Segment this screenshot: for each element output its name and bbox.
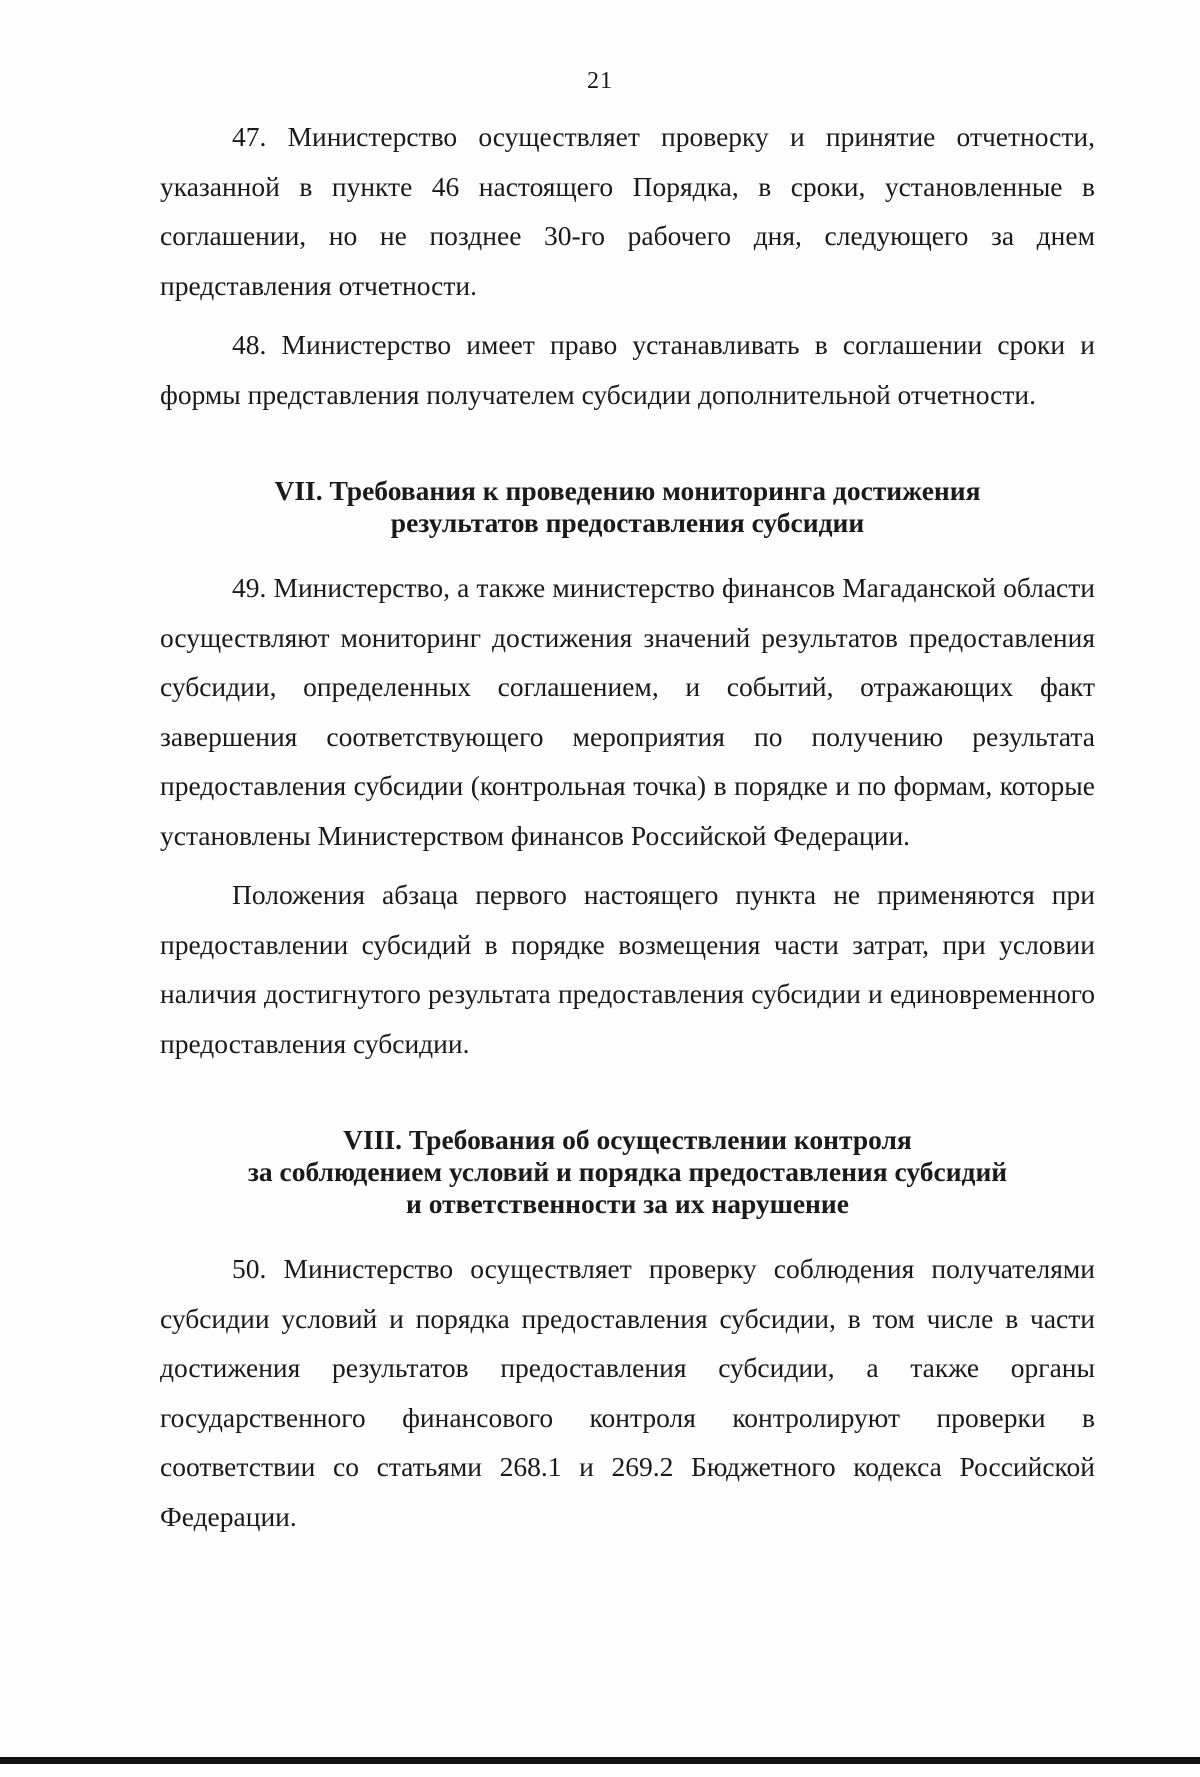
section-8-title-line-2: за соблюдением условий и порядка предоставления субсидий [247, 1156, 1008, 1187]
section-7-heading [160, 475, 1095, 539]
paragraph-49-second: Положения абзаца первого настоящего пункта не применяются при предоставлении субсидий в порядке возмещения части затрат, при условии наличия достигнутого результата предоставления субсидии и единовременного предоставления субсидии. [160, 879, 1095, 1059]
section-8-title-line-3: и ответственности за их нарушение [406, 1188, 849, 1219]
paragraph-47: 47. Министерство осуществляет проверку и принятие отчетности, указанной в пункте 46 настоящего Порядка, в сроки, установленные в соглашении, но не позднее 30-го рабочего дня, следующего за днем представления отчетности. [160, 121, 1095, 301]
section-8-heading [160, 1124, 1095, 1220]
section-7-title-line-2: результатов предоставления субсидии [390, 507, 865, 538]
scan-bottom-edge [0, 1757, 1200, 1764]
paragraph-50: 50. Министерство осуществляет проверку соблюдения получателями субсидии условий и порядка предоставления субсидии, в том числе в части достижения результатов предоставления субсидии, а также органы государственного финансового контроля контролируют проверки в соответствии со статьями 268.1 и 269.2 Бюджетного кодекса Российской Федерации. [160, 1253, 1095, 1532]
document-body [160, 112, 1095, 1541]
paragraph-48: 48. Министерство имеет право устанавливать в соглашении сроки и формы представления получателем субсидии дополнительной отчетности. [160, 329, 1095, 410]
section-7-title-line-1: VII. Требования к проведению мониторинга достижения [274, 475, 981, 506]
paragraph-49: 49. Министерство, а также министерство финансов Магаданской области осуществляют мониторинг достижения значений результатов предоставления субсидии, определенных соглашением, и событий, отражающих факт завершения соответствующего мероприятия по получению результата предоставления субсидии (контрольная точка) в порядке и по формам, которые установлены Министерством финансов Российской Федерации. [160, 572, 1095, 851]
page-number: 21 [587, 68, 613, 94]
section-8-title-line-1: VIII. Требования об осуществлении контроля [343, 1124, 912, 1155]
